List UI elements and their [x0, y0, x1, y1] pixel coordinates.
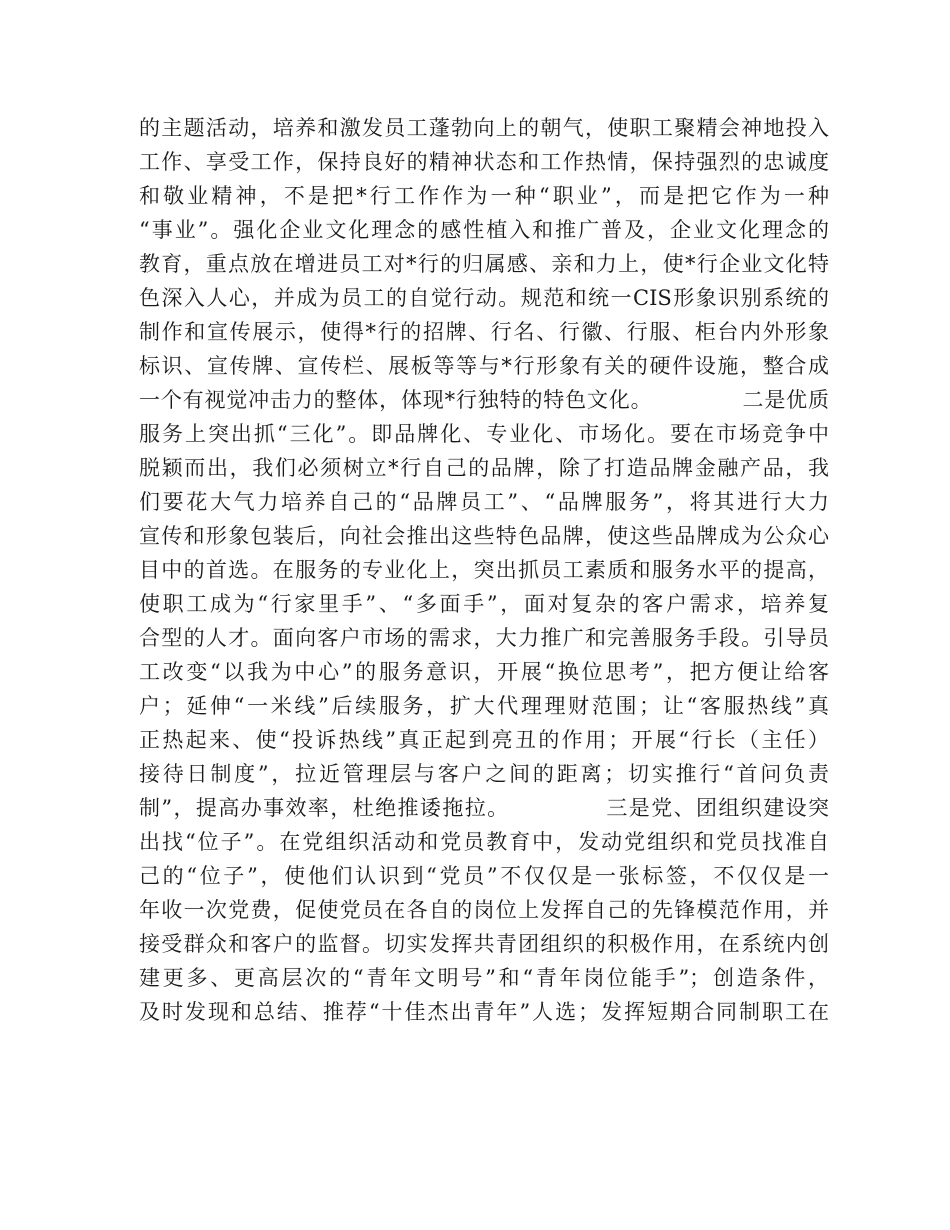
text-line: 制作和宣传展示，使得*行的招牌、行名、行徽、行服、柜台内外形象: [139, 320, 829, 344]
text-line: 出找“位子”。在党组织活动和党员教育中，发动党组织和党员找准自: [139, 830, 829, 854]
text-line: 制”，提高办事效率，杜绝推诿拖拉。 三是党、团组织建设突: [139, 796, 829, 820]
text-line: 合型的人才。面向客户市场的需求，大力推广和完善服务手段。引导员: [139, 626, 829, 650]
text-line: 教育，重点放在增进员工对*行的归属感、亲和力上，使*行企业文化特: [139, 252, 829, 276]
text-line: 一个有视觉冲击力的整体，体现*行独特的特色文化。 二是优质: [139, 388, 829, 412]
text-line: 建更多、更高层次的“青年文明号”和“青年岗位能手”；创造条件，: [139, 966, 829, 990]
text-line: 己的“位子”，使他们认识到“党员”不仅仅是一张标签，不仅仅是一: [139, 864, 829, 888]
text-line: 服务上突出抓“三化”。即品牌化、专业化、市场化。要在市场竞争中: [139, 422, 829, 446]
text-line: 工作、享受工作，保持良好的精神状态和工作热情，保持强烈的忠诚度: [139, 150, 829, 174]
text-line: 年收一次党费，促使党员在各自的岗位上发挥自己的先锋模范作用，并: [139, 898, 829, 922]
text-line: 工改变“以我为中心”的服务意识，开展“换位思考”，把方便让给客: [139, 660, 829, 684]
text-line: 及时发现和总结、推荐“十佳杰出青年”人选；发挥短期合同制职工在: [139, 1000, 829, 1024]
text-line: 们要花大气力培养自己的“品牌员工”、“品牌服务”，将其进行大力: [139, 490, 829, 514]
text-line: 正热起来、使“投诉热线”真正起到亮丑的作用；开展“行长（主任）: [139, 728, 829, 752]
text-line: 标识、宣传牌、宣传栏、展板等等与*行形象有关的硬件设施，整合成: [139, 354, 829, 378]
body-text: [139, 111, 829, 1029]
text-line: 色深入人心，并成为员工的自觉行动。规范和统一CIS形象识别系统的: [139, 286, 829, 310]
text-line: 接受群众和客户的监督。切实发挥共青团组织的积极作用，在系统内创: [139, 932, 829, 956]
text-line: 使职工成为“行家里手”、“多面手”，面对复杂的客户需求，培养复: [139, 592, 829, 616]
text-line: 目中的首选。在服务的专业化上，突出抓员工素质和服务水平的提高，: [139, 558, 829, 582]
text-line: 脱颖而出，我们必须树立*行自己的品牌，除了打造品牌金融产品，我: [139, 456, 829, 480]
text-line: “事业”。强化企业文化理念的感性植入和推广普及，企业文化理念的: [139, 218, 829, 242]
text-line: 和敬业精神，不是把*行工作作为一种“职业”，而是把它作为一种: [139, 184, 829, 208]
text-line: 接待日制度”，拉近管理层与客户之间的距离；切实推行“首问负责: [139, 762, 829, 786]
text-line: 户；延伸“一米线”后续服务，扩大代理理财范围；让“客服热线”真: [139, 694, 829, 718]
text-line: 的主题活动，培养和激发员工蓬勃向上的朝气，使职工聚精会神地投入: [139, 116, 829, 140]
text-line: 宣传和形象包装后，向社会推出这些特色品牌，使这些品牌成为公众心: [139, 524, 829, 548]
